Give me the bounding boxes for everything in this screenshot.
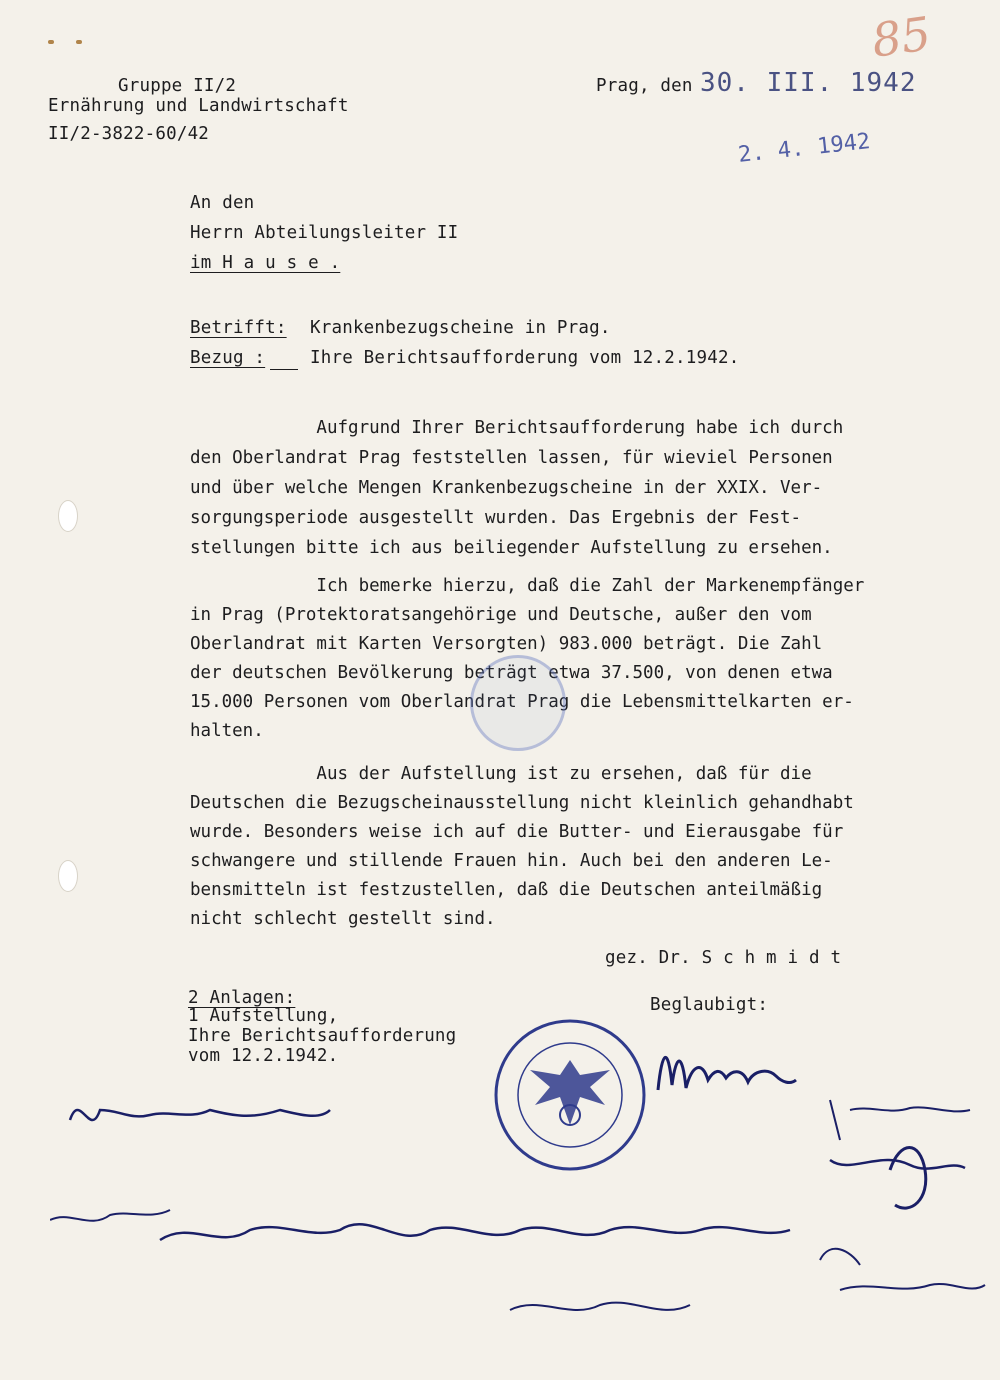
body-p2-line: Ich bemerke hierzu, daß die Zahl der Markenempfänger [190, 576, 865, 596]
body-p1-line: sorgungsperiode ausgestellt wurden. Das Ergebnis der Fest- [190, 508, 802, 528]
reference-label: Bezug : [190, 348, 266, 368]
body-p3-line: Aus der Aufstellung ist zu ersehen, daß für die [190, 764, 812, 784]
subject-text: Krankenbezugscheine in Prag. [310, 318, 611, 338]
rust-marks [48, 40, 88, 46]
punch-hole-top [58, 500, 78, 532]
body-p1-line: den Oberlandrat Prag feststellen lassen, für wieviel Personen [190, 448, 833, 468]
certified-label: Beglaubigt: [650, 995, 769, 1015]
handwritten-notes [50, 1080, 990, 1380]
date-stamp: 30. III. 1942 [700, 68, 917, 98]
body-p2-line: halten. [190, 721, 264, 741]
attachments-line-1: 1 Aufstellung, [188, 1006, 339, 1026]
body-p3-line: bensmitteln ist festzustellen, daß die Deutschen anteilmäßig [190, 880, 823, 900]
body-p3-line: schwangere und stillende Frauen hin. Auch bei den anderen Le- [190, 851, 833, 871]
reference-text: Ihre Berichtsaufforderung vom 12.2.1942. [310, 348, 740, 368]
recipient-line-3: im H a u s e . [190, 253, 341, 273]
body-p2-line: 15.000 Personen vom Oberlandrat Prag die Lebensmittelkarten er- [190, 692, 854, 712]
faded-stamp [470, 655, 566, 751]
attachments-line-2: Ihre Berichtsaufforderung [188, 1026, 457, 1046]
body-p1-line: und über welche Mengen Krankenbezugscheine in der XXIX. Ver- [190, 478, 823, 498]
body-p2-line: der deutschen Bevölkerung beträgt etwa 37.500, von denen etwa [190, 663, 833, 683]
body-p3-line: nicht schlecht gestellt sind. [190, 909, 496, 929]
punch-hole-bottom [58, 860, 78, 892]
subject-label: Betrifft: [190, 318, 287, 338]
sender-department: Ernährung und Landwirtschaft [48, 96, 349, 116]
attachments-line-3: vom 12.2.1942. [188, 1046, 339, 1066]
recipient-line-2: Herrn Abteilungsleiter II [190, 223, 459, 243]
folio-number: 85 [868, 6, 935, 68]
recipient-line-1: An den [190, 193, 255, 213]
place-date-label: Prag, den [596, 76, 693, 96]
body-p2-line: in Prag (Protektoratsangehörige und Deutsche, außer den vom [190, 605, 812, 625]
reference-underline [270, 369, 298, 370]
sender-group: Gruppe II/2 [118, 76, 237, 96]
file-reference: II/2-3822-60/42 [48, 124, 210, 144]
attachments-label: 2 Anlagen: [188, 988, 296, 1008]
signed-by: gez. Dr. S c h m i d t [605, 948, 842, 968]
body-p3-line: Deutschen die Bezugscheinausstellung nicht kleinlich gehandhabt [190, 793, 854, 813]
body-p1-line: Aufgrund Ihrer Berichtsaufforderung habe ich durch [190, 418, 844, 438]
received-date-stamp: 2. 4. 1942 [737, 129, 872, 168]
body-p1-line: stellungen bitte ich aus beiliegender Aufstellung zu ersehen. [190, 538, 833, 558]
body-p3-line: wurde. Besonders weise ich auf die Butter- und Eierausgabe für [190, 822, 844, 842]
body-p2-line: Oberlandrat mit Karten Versorgten) 983.000 beträgt. Die Zahl [190, 634, 823, 654]
